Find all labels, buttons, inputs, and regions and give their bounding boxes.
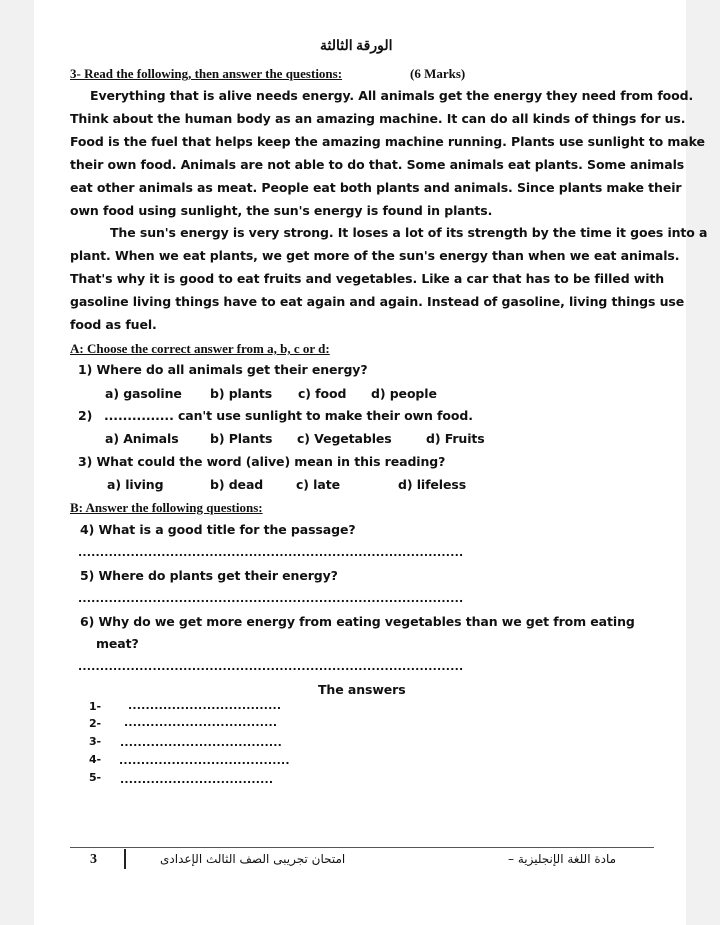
answer-number: 3- [89,735,102,748]
answer-slot-2[interactable]: ................................... [124,716,278,729]
answer-number: 1- [89,700,102,713]
question-4: 4) What is a good title for the passage? [80,522,356,537]
question-1: 1) Where do all animals get their energy? [78,362,368,377]
answer-slot-3[interactable]: ..................................... [120,736,283,749]
q2-option-a: a) Animals [105,431,179,446]
passage-line: That's why it is good to eat fruits and vegetables. Like a car that has to be filled with [70,271,665,286]
answer-line-5[interactable]: ........................................................................................ [78,592,464,605]
part-a-heading: A: Choose the correct answer from a, b, c or d: [70,341,330,356]
q1-option-c: c) food [298,386,347,401]
q1-option-b: b) plants [210,386,273,401]
footer-subject: مادة اللغة الإنجليزية – [508,852,617,866]
answer-slot-5[interactable]: ................................... [120,773,274,786]
answer-line-4[interactable]: ........................................................................................ [78,546,464,559]
q2-option-d: d) Fruits [426,431,485,446]
q3-option-b: b) dead [210,477,264,492]
answer-slot-1[interactable]: ................................... [128,699,282,712]
passage-line: their own food. Animals are not able to do that. Some animals eat plants. Some animals [70,157,685,172]
section-marks: (6 Marks) [410,66,466,81]
question-2-number: 2) [78,408,93,423]
passage-line: food as fuel. [70,317,157,332]
passage-line: Food is the fuel that helps keep the amazing machine running. Plants use sunlight to make [70,134,705,149]
q1-option-a: a) gasoline [105,386,182,401]
passage-line: eat other animals as meat. People eat both plants and animals. Since plants make their [70,180,682,195]
passage-line: plant. When we eat plants, we get more of the sun's energy than when we eat animals. [70,248,680,263]
footer-exam-title: امتحان تجريبى الصف الثالث الإعدادى [160,852,346,866]
passage-line: gasoline living things have to eat again and again. Instead of gasoline, living things use [70,294,685,309]
footer-rule [70,847,654,848]
question-2: ............... can't use sunlight to make their own food. [104,408,473,423]
q3-option-a: a) living [107,477,164,492]
answer-line-6[interactable]: ........................................................................................ [78,660,464,673]
answers-title: The answers [318,682,406,697]
passage-line: Everything that is alive needs energy. All animals get the energy they need from food. [90,88,694,103]
question-5: 5) Where do plants get their energy? [80,568,338,583]
passage-line: Think about the human body as an amazing machine. It can do all kinds of things for us. [70,111,686,126]
answer-number: 4- [89,753,102,766]
footer-divider [124,849,126,869]
passage-line: The sun's energy is very strong. It loses a lot of its strength by the time it goes into a [110,225,708,240]
q2-option-b: b) Plants [210,431,273,446]
page-number: 3 [90,852,97,867]
q2-option-c: c) Vegetables [297,431,392,446]
section-heading: 3- Read the following, then answer the questions: [70,66,343,81]
passage-line: own food using sunlight, the sun's energy is found in plants. [70,203,493,218]
question-3: 3) What could the word (alive) mean in this reading? [78,454,446,469]
page-header: الورقة الثالثة [320,39,393,54]
answer-slot-4[interactable]: ....................................... [119,754,290,767]
question-6-cont: meat? [96,636,139,651]
q3-option-d: d) lifeless [398,477,467,492]
q3-option-c: c) late [296,477,340,492]
question-6: 6) Why do we get more energy from eating vegetables than we get from eating [80,614,635,629]
part-b-heading: B: Answer the following questions: [70,500,263,515]
answer-number: 5- [89,771,102,784]
answer-number: 2- [89,717,102,730]
q1-option-d: d) people [371,386,437,401]
